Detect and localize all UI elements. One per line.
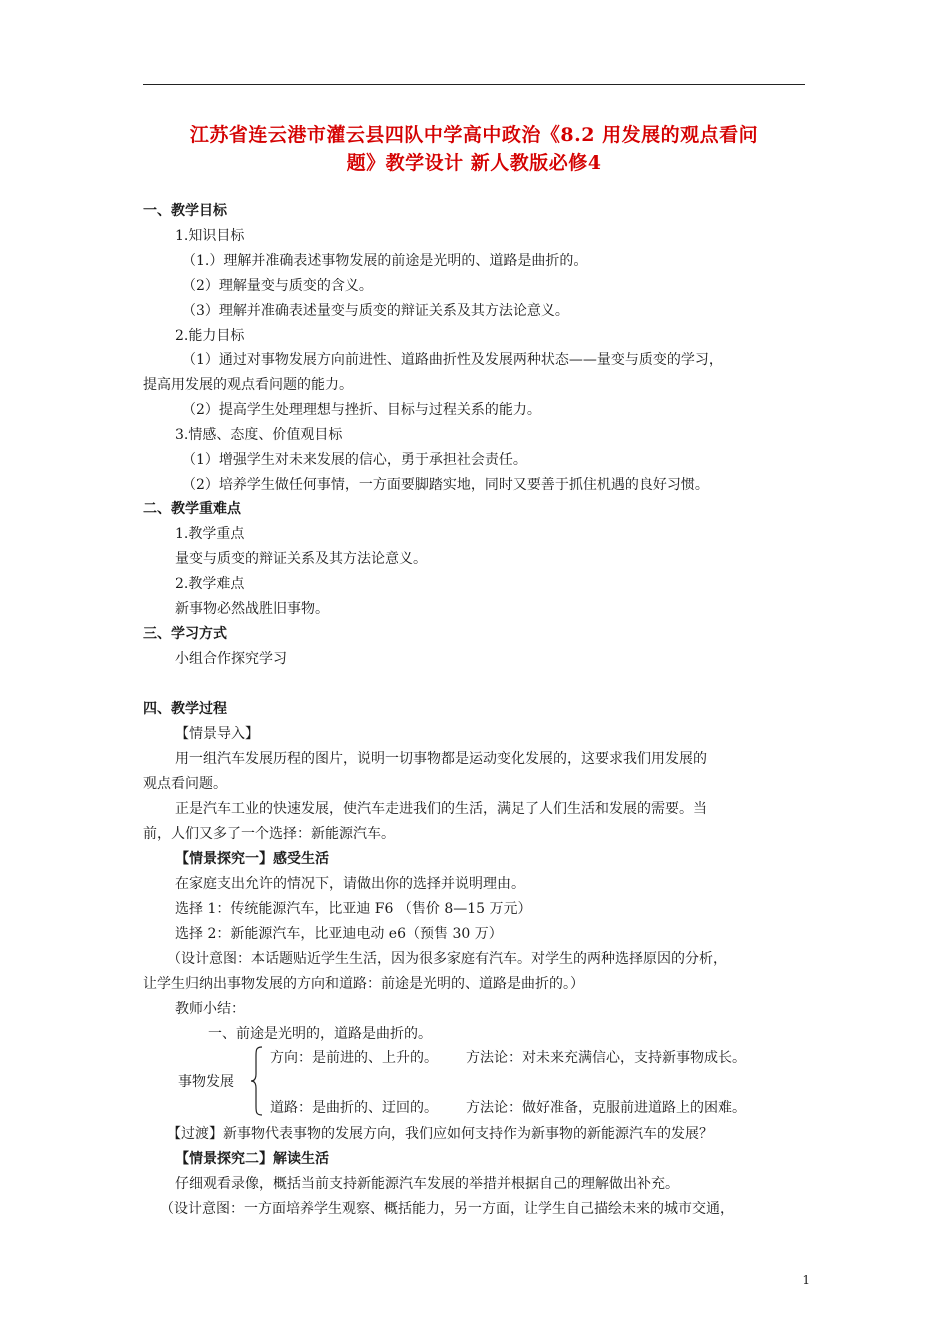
text-line: （设计意图：一方面培养学生观察、概括能力，另一方面，让学生自己描绘未来的城市交通， — [160, 1201, 734, 1217]
path-method-text: 方法论：做好准备，克服前进道路上的困难。 — [466, 1100, 746, 1116]
text-line: 【过渡】新事物代表事物的发展方向，我们应如何支持作为新事物的新能源汽车的发展？ — [167, 1126, 713, 1142]
text-line: 小组合作探究学习 — [175, 651, 287, 667]
text-line: 教师小结： — [175, 1001, 245, 1017]
text-line: （1.）理解并准确表述事物发展的前途是光明的、道路是曲折的。 — [182, 253, 588, 269]
title-line-2: 题》教学设计 新人教版必修4 — [346, 152, 602, 174]
text-line: （2）提高学生处理理想与挫折、目标与过程关系的能力。 — [182, 402, 541, 418]
text-line: （2）培养学生做任何事情，一方面要脚踏实地，同时又要善于抓住机遇的良好习惯。 — [182, 477, 709, 493]
text-line: 仔细观看录像，概括当前支持新能源汽车发展的举措并根据自己的理解做出补充。 — [175, 1176, 679, 1192]
document-title — [143, 121, 805, 177]
brace-label: 事物发展 — [178, 1074, 234, 1090]
text-line: 观点看问题。 — [143, 776, 227, 792]
text-line: 选择 2：新能源汽车，比亚迪电动 e6（预售 30 万） — [175, 926, 503, 942]
direction-text: 方向：是前进的、上升的。 — [270, 1050, 438, 1066]
text-line: 量变与质变的辩证关系及其方法论意义。 — [175, 551, 427, 567]
text-line: 前，人们又多了一个选择：新能源汽车。 — [143, 826, 395, 842]
text-line: 新事物必然战胜旧事物。 — [175, 601, 329, 617]
text-line: 在家庭支出允许的情况下，请做出你的选择并说明理由。 — [175, 876, 525, 892]
subheading: 【情景导入】 — [175, 726, 259, 742]
text-line: 选择 1：传统能源汽车，比亚迪 F6 （售价 8—15 万元） — [175, 901, 532, 917]
page-number: 1 — [802, 1273, 810, 1287]
text-line: （设计意图：本话题贴近学生生活，因为很多家庭有汽车。对学生的两种选择原因的分析， — [167, 951, 727, 967]
subheading: 【情景探究一】感受生活 — [175, 851, 329, 867]
text-line: 一、前途是光明的，道路是曲折的。 — [208, 1026, 432, 1042]
subheading: 2.能力目标 — [175, 328, 245, 344]
subheading: 3.情感、态度、价值观目标 — [175, 427, 343, 443]
subheading: 2.教学难点 — [175, 576, 245, 592]
text-line: （3）理解并准确表述量变与质变的辩证关系及其方法论意义。 — [182, 303, 569, 319]
text-line: （2）理解量变与质变的含义。 — [182, 278, 373, 294]
direction-method-text: 方法论：对未来充满信心，支持新事物成长。 — [466, 1050, 746, 1066]
subheading: 1.教学重点 — [175, 526, 245, 542]
text-line: 用一组汽车发展历程的图片，说明一切事物都是运动变化发展的，这要求我们用发展的 — [175, 751, 707, 767]
path-text: 道路：是曲折的、迂回的。 — [270, 1100, 438, 1116]
brace-bottom-item — [270, 1098, 746, 1118]
title-line-1: 江苏省连云港市灌云县四队中学高中政治《8.2 用发展的观点看问 — [189, 124, 759, 146]
text-line: （1）通过对事物发展方向前进性、道路曲折性及发展两种状态——量变与质变的学习， — [182, 352, 723, 368]
section-heading: 四、教学过程 — [143, 701, 227, 717]
text-line: 提高用发展的观点看问题的能力。 — [143, 377, 353, 393]
text-line: 正是汽车工业的快速发展，使汽车走进我们的生活，满足了人们生活和发展的需要。当 — [175, 801, 707, 817]
development-brace-diagram — [178, 1046, 818, 1118]
text-line: （1）增强学生对未来发展的信心，勇于承担社会责任。 — [182, 452, 527, 468]
header-rule — [143, 84, 805, 85]
subheading: 1.知识目标 — [175, 228, 245, 244]
section-heading: 三、学习方式 — [143, 626, 227, 642]
subheading: 【情景探究二】解读生活 — [175, 1151, 329, 1167]
curly-brace-icon — [250, 1046, 264, 1116]
brace-top-item — [270, 1048, 746, 1068]
section-heading: 二、教学重难点 — [143, 501, 241, 517]
section-heading: 一、教学目标 — [143, 203, 227, 219]
text-line: 让学生归纳出事物发展的方向和道路：前途是光明的、道路是曲折的。） — [143, 976, 584, 992]
